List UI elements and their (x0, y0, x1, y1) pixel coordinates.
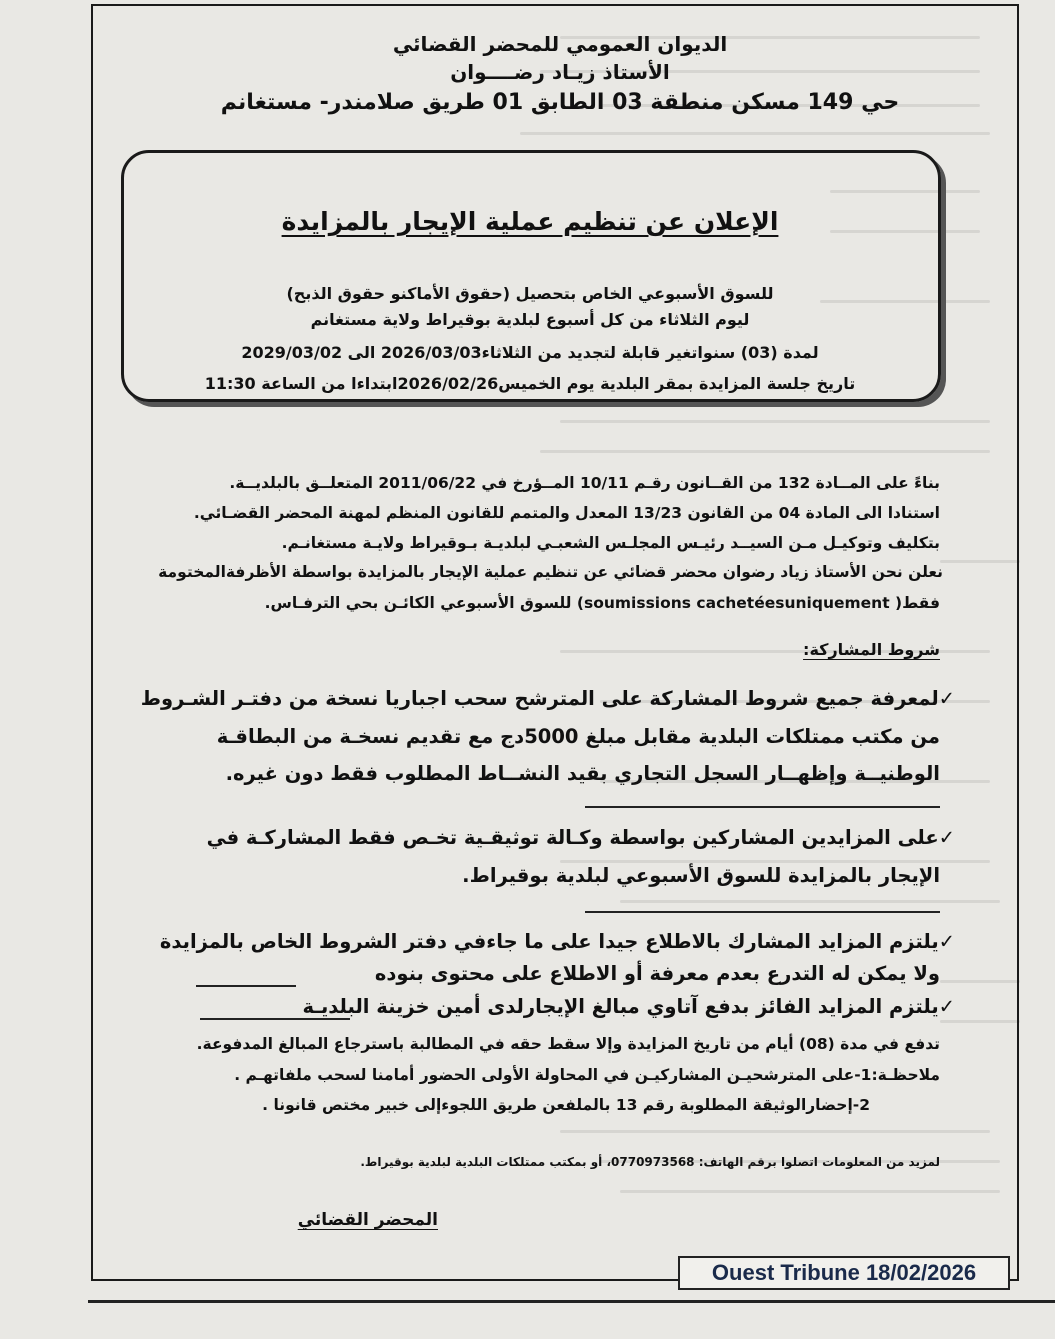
conditions-heading: شروط المشاركة: (803, 640, 940, 659)
remark-1: ملاحظـة:1-على المترشحيـن المشاركيـن في المحاولة الأولى الحضور أمامنا لسحب ملفاتهـم . (234, 1066, 940, 1084)
condition-1-line-1: ✓لمعرفة جميع شروط المشاركة على المترشح سحب اجباريا نسخة من دفتـر الشـروط (140, 687, 955, 710)
notice-line-3: لمدة (03) سنواتغير قابلة لتجديد من الثلاثاء2026/03/03 الى 2029/03/02 (241, 343, 819, 362)
contact-info: لمزيد من المعلومات اتصلوا برقم الهاتف: 0770973568، أو بمكتب ممتلكات البلدية لبلدية بوقيراط. (360, 1155, 940, 1169)
condition-2-separator (585, 911, 940, 913)
preamble-line-3: بتكليف وتوكيـل مـن السيــد رئيـس المجلـس الشعبـي لبلديـة بـوقيراط ولايـة مستغانـم. (281, 534, 940, 552)
office-title: الديوان العمومي للمحضر القضائي (392, 32, 728, 56)
notice-line-1: للسوق الأسبوعي الخاص بتحصيل (حقوق الأماكنو حقوق الذبح) (286, 284, 774, 303)
newspaper-source-tag: Ouest Tribune 18/02/2026 (678, 1256, 1010, 1290)
notice-box (121, 150, 941, 402)
notice-title: الإعلان عن تنظيم عملية الإيجار بالمزايدة (281, 207, 779, 236)
notice-line-2: ليوم الثلاثاء من كل أسبوع لبلدية بوقيراط ولاية مستغانم (310, 310, 750, 329)
condition-4-line-1: ✓يلتزم المزايد الفائز بدفع آتاوي مبالغ الإيجارلدى أمين خزينة البلديـة (302, 995, 955, 1018)
check-mark-icon: ✓ (938, 826, 955, 849)
preamble-line-2: استنادا الى المادة 04 من القانون 13/23 المعدل والمتمم للقانون المنظم لمهنة المحضر القضـائي. (193, 504, 940, 522)
condition-3-line-2: ولا يمكن له التدرع بعدم معرفة أو الاطلاع على محتوى بنوده (374, 962, 940, 985)
bailiff-name: الأستاذ زيـاد رضــــوان (450, 60, 670, 84)
preamble-line-5: فقط( soumissions cachetéesuniquement) للسوق الأسبوعي الكائـن بحي الترفـاس. (264, 594, 940, 612)
condition-3-trailing-rule (196, 985, 296, 987)
remark-2: 2-إحضارالوثيقة المطلوبة رقم 13 بالملفعن طريق اللجوءإلى خبير مختص قانونا . (262, 1096, 870, 1114)
signature: المحضر القضائي (297, 1210, 438, 1230)
office-address: حي 149 مسكن منطقة 03 الطابق 01 طريق صلامندر- مستغانم (220, 90, 900, 115)
check-mark-icon: ✓ (938, 930, 955, 953)
preamble-line-4: نعلن نحن الأستاذ زياد رضوان محضر قضائي عن تنظيم عملية الإيجار بالمزايدة بواسطة الأظرفةالمختومة (158, 563, 943, 581)
check-mark-icon: ✓ (938, 995, 955, 1018)
check-mark-icon: ✓ (938, 687, 955, 710)
condition-2-line-1: ✓على المزايدين المشاركين بواسطة وكـالة توثيقـية تخـص فقط المشاركـة في (206, 826, 955, 849)
condition-1-separator (585, 806, 940, 808)
condition-1-line-3: الوطنيــة وإظهــار السجل التجاري بقيد النشــاط المطلوب فقط دون غيره. (225, 762, 940, 785)
preamble-line-1: بناءً على المــادة 132 من القــانون رقـم 10/11 المــؤرخ في 2011/06/22 المتعلــق بالبلديــة. (229, 474, 940, 492)
condition-1-line-2: من مكتب ممتلكات البلدية مقابل مبلغ 5000دج مع تقديم نسخـة من البطاقـة (216, 725, 940, 748)
condition-4-trailing-rule (200, 1018, 350, 1020)
condition-2-line-2: الإيجار بالمزايدة للسوق الأسبوعي لبلدية بوقيراط. (462, 864, 940, 887)
payment-note: تدفع في مدة (08) أيام من تاريخ المزايدة وإلا سقط حقه في المطالبة باسترجاع المبالغ المدفوعة. (196, 1035, 940, 1053)
condition-3-line-1: ✓يلتزم المزايد المشارك بالاطلاع جيدا على ما جاءفي دفتر الشروط الخاص بالمزايدة (159, 930, 955, 953)
page-bottom-rule (88, 1300, 1055, 1303)
notice-line-4: تاريخ جلسة المزايدة بمقر البلدية يوم الخميس2026/02/26ابتداءا من الساعة 11:30 (204, 374, 856, 393)
